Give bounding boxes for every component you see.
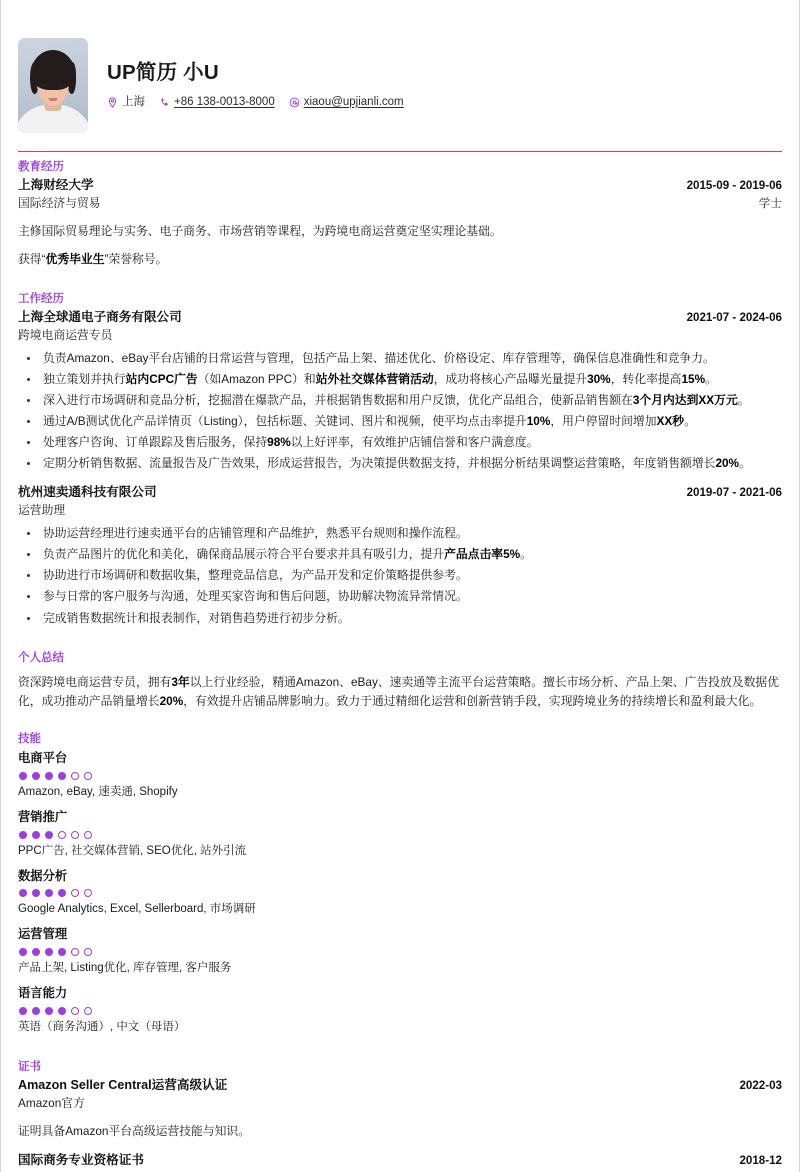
work-role: 跨境电商运营专员 <box>18 327 113 342</box>
work-bullet: 协助运营经理进行速卖通平台的店铺管理和产品维护，熟悉平台规则和操作流程。 <box>18 524 782 543</box>
section-title-summary: 个人总结 <box>18 651 64 664</box>
skill-dot-empty <box>71 1007 79 1015</box>
certificate-issuer: Amazon官方 <box>18 1095 85 1110</box>
skill-name: 营销推广 <box>18 810 68 825</box>
work-bullet: 负责Amazon、eBay平台店铺的日常运营与管理，包括产品上架、描述优化、价格设定、库存管理等，确保信息准确性和竞争力。 <box>18 349 782 368</box>
section-education <box>18 152 782 269</box>
education-desc2-prefix: 获得“ <box>18 251 46 266</box>
skill-dot-empty <box>84 889 92 897</box>
contact-row <box>107 97 404 109</box>
skill-rating <box>19 889 782 897</box>
certificate-date: 2022-03 <box>739 1079 782 1093</box>
skill-dot-filled <box>45 889 53 897</box>
work-bullets <box>18 524 782 627</box>
contact-phone-text[interactable]: +86 138-0013-8000 <box>174 95 275 108</box>
certificate-entry <box>18 1152 782 1170</box>
work-bullet: 协助进行市场调研和数据收集，整理竞品信息，为产品开发和定价策略提供参考。 <box>18 566 782 585</box>
skill-dot-filled <box>19 831 27 839</box>
work-bullet: 参与日常的客户服务与沟通，处理买家咨询和售后问题，协助解决物流异常情况。 <box>18 587 782 606</box>
education-desc2-suffix: ”荣誉称号。 <box>104 251 168 266</box>
skill-rating <box>19 948 782 956</box>
skill-detail: 英语（商务沟通）, 中文（母语） <box>18 1020 186 1033</box>
skill-dot-empty <box>71 831 79 839</box>
skill-dot-filled <box>19 772 27 780</box>
certificate-entry <box>18 1077 782 1141</box>
phone-icon <box>159 97 170 108</box>
work-bullet: 通过A/B测试优化产品详情页（Listing），包括标题、关键词、图片和视频，使平均点击率提升10%，用户停留时间增加XX秒。 <box>18 412 782 431</box>
section-title-work: 工作经历 <box>18 292 64 305</box>
skill-name: 运营管理 <box>18 927 68 942</box>
contact-phone[interactable] <box>159 97 275 109</box>
section-skills <box>18 724 782 1036</box>
skill-item <box>18 867 782 919</box>
contact-location <box>107 97 145 109</box>
skill-rating <box>19 1007 782 1015</box>
skill-dot-filled <box>45 948 53 956</box>
work-bullet: 独立策划并执行站内CPC广告（如Amazon PPC）和站外社交媒体营销活动，成功将核心产品曝光量提升30%，转化率提高15%。 <box>18 370 782 389</box>
work-bullet: 深入进行市场调研和竞品分析，挖掘潜在爆款产品，并根据销售数据和用户反馈，优化产品组合，使新品销售额在3个月内达到XX万元。 <box>18 391 782 410</box>
section-summary <box>18 643 782 711</box>
skill-dot-filled <box>32 889 40 897</box>
skill-dot-empty <box>84 948 92 956</box>
skill-dot-empty <box>84 1007 92 1015</box>
skill-dot-empty <box>58 831 66 839</box>
skill-dot-filled <box>32 948 40 956</box>
work-company: 上海全球通电子商务有限公司 <box>18 310 182 325</box>
candidate-name: UP简历 小U <box>107 60 219 84</box>
education-description-1: 主修国际贸易理论与实务、电子商务、市场营销等课程，为跨境电商运营奠定坚实理论基础。 <box>18 223 502 238</box>
work-entry <box>18 309 782 473</box>
education-school: 上海财经大学 <box>18 178 94 193</box>
skill-dot-filled <box>32 831 40 839</box>
section-title-education: 教育经历 <box>18 161 64 173</box>
skill-dot-empty <box>71 948 79 956</box>
skill-detail: Google Analytics, Excel, Sellerboard, 市场调研 <box>18 903 256 916</box>
work-bullet: 处理客户咨询、订单跟踪及售后服务，保持98%以上好评率，有效维护店铺信誉和客户满意度。 <box>18 433 782 452</box>
skill-dot-filled <box>45 831 53 839</box>
education-description-2 <box>18 250 782 269</box>
work-company: 杭州速卖通科技有限公司 <box>18 485 157 500</box>
education-entry <box>18 177 782 269</box>
certificate-name: 国际商务专业资格证书 <box>18 1152 144 1167</box>
skill-dot-empty <box>71 889 79 897</box>
skill-detail: PPC广告, 社交媒体营销, SEO优化, 站外引流 <box>18 844 247 857</box>
section-title-certificates: 证书 <box>18 1060 41 1073</box>
profile-photo <box>18 38 88 133</box>
skill-rating <box>19 772 782 780</box>
skill-dot-filled <box>45 772 53 780</box>
contact-email-text[interactable]: xiaou@upjianli.com <box>303 95 404 108</box>
summary-text: 资深跨境电商运营专员，拥有3年以上行业经验，精通Amazon、eBay、速卖通等主流平台运营策略。擅长市场分析、产品上架、广告投放及数据优化，成功推动产品销量增长20%，有效提升店铺品牌影响力。致力于通过精细化运营和创新营销手段，实现跨境业务的持续增长和盈利最大化。 <box>18 674 779 709</box>
certificate-description: 证明具备Amazon平台高级运营技能与知识。 <box>18 1123 251 1138</box>
education-desc2-highlight: 优秀毕业生 <box>45 251 105 266</box>
certificate-date: 2018-12 <box>739 1153 782 1167</box>
skill-item <box>18 749 782 801</box>
skill-dot-filled <box>58 1007 66 1015</box>
skill-dot-filled <box>32 1007 40 1015</box>
skill-dot-filled <box>58 772 66 780</box>
certificate-name: Amazon Seller Central运营高级认证 <box>18 1078 228 1093</box>
skill-dot-filled <box>19 889 27 897</box>
skill-detail: 产品上架, Listing优化, 库存管理, 客户服务 <box>18 961 232 974</box>
skill-dot-filled <box>19 948 27 956</box>
skill-dot-empty <box>71 772 79 780</box>
section-title-skills: 技能 <box>18 733 41 746</box>
work-bullet: 定期分析销售数据、流量报告及广告效果，形成运营报告，为决策提供数据支持，并根据分析结果调整运营策略，年度销售额增长20%。 <box>18 454 782 473</box>
work-date: 2021-07 - 2024-06 <box>686 311 782 325</box>
section-certificates <box>18 1052 782 1170</box>
work-role: 运营助理 <box>18 503 66 518</box>
skill-dot-empty <box>84 831 92 839</box>
work-bullet: 负责产品图片的优化和美化，确保商品展示符合平台要求并具有吸引力，提升产品点击率5%。 <box>18 545 782 564</box>
work-date: 2019-07 - 2021-06 <box>686 486 782 500</box>
resume-header <box>18 0 782 133</box>
contact-location-text: 上海 <box>122 95 145 108</box>
skill-item <box>18 984 782 1036</box>
skill-name: 数据分析 <box>18 868 68 883</box>
skill-dot-filled <box>58 948 66 956</box>
skill-dot-filled <box>45 1007 53 1015</box>
at-sign-icon <box>289 97 300 108</box>
work-entry <box>18 484 782 627</box>
education-degree: 学士 <box>758 197 782 211</box>
skill-name: 电商平台 <box>18 751 68 766</box>
section-work-experience <box>18 284 782 627</box>
skill-dot-filled <box>32 772 40 780</box>
education-major: 国际经济与贸易 <box>18 196 101 211</box>
skill-dot-filled <box>19 1007 27 1015</box>
work-bullet: 完成销售数据统计和报表制作，对销售趋势进行初步分析。 <box>18 609 782 628</box>
location-pin-icon <box>107 97 118 108</box>
work-bullets <box>18 349 782 473</box>
skill-detail: Amazon, eBay, 速卖通, Shopify <box>18 785 178 798</box>
skill-rating <box>19 831 782 839</box>
skill-name: 语言能力 <box>18 986 68 1001</box>
skill-dot-filled <box>58 889 66 897</box>
skill-item <box>18 808 782 860</box>
education-date: 2015-09 - 2019-06 <box>686 179 782 193</box>
contact-email[interactable] <box>289 97 404 109</box>
skill-item <box>18 925 782 977</box>
skill-dot-empty <box>84 772 92 780</box>
